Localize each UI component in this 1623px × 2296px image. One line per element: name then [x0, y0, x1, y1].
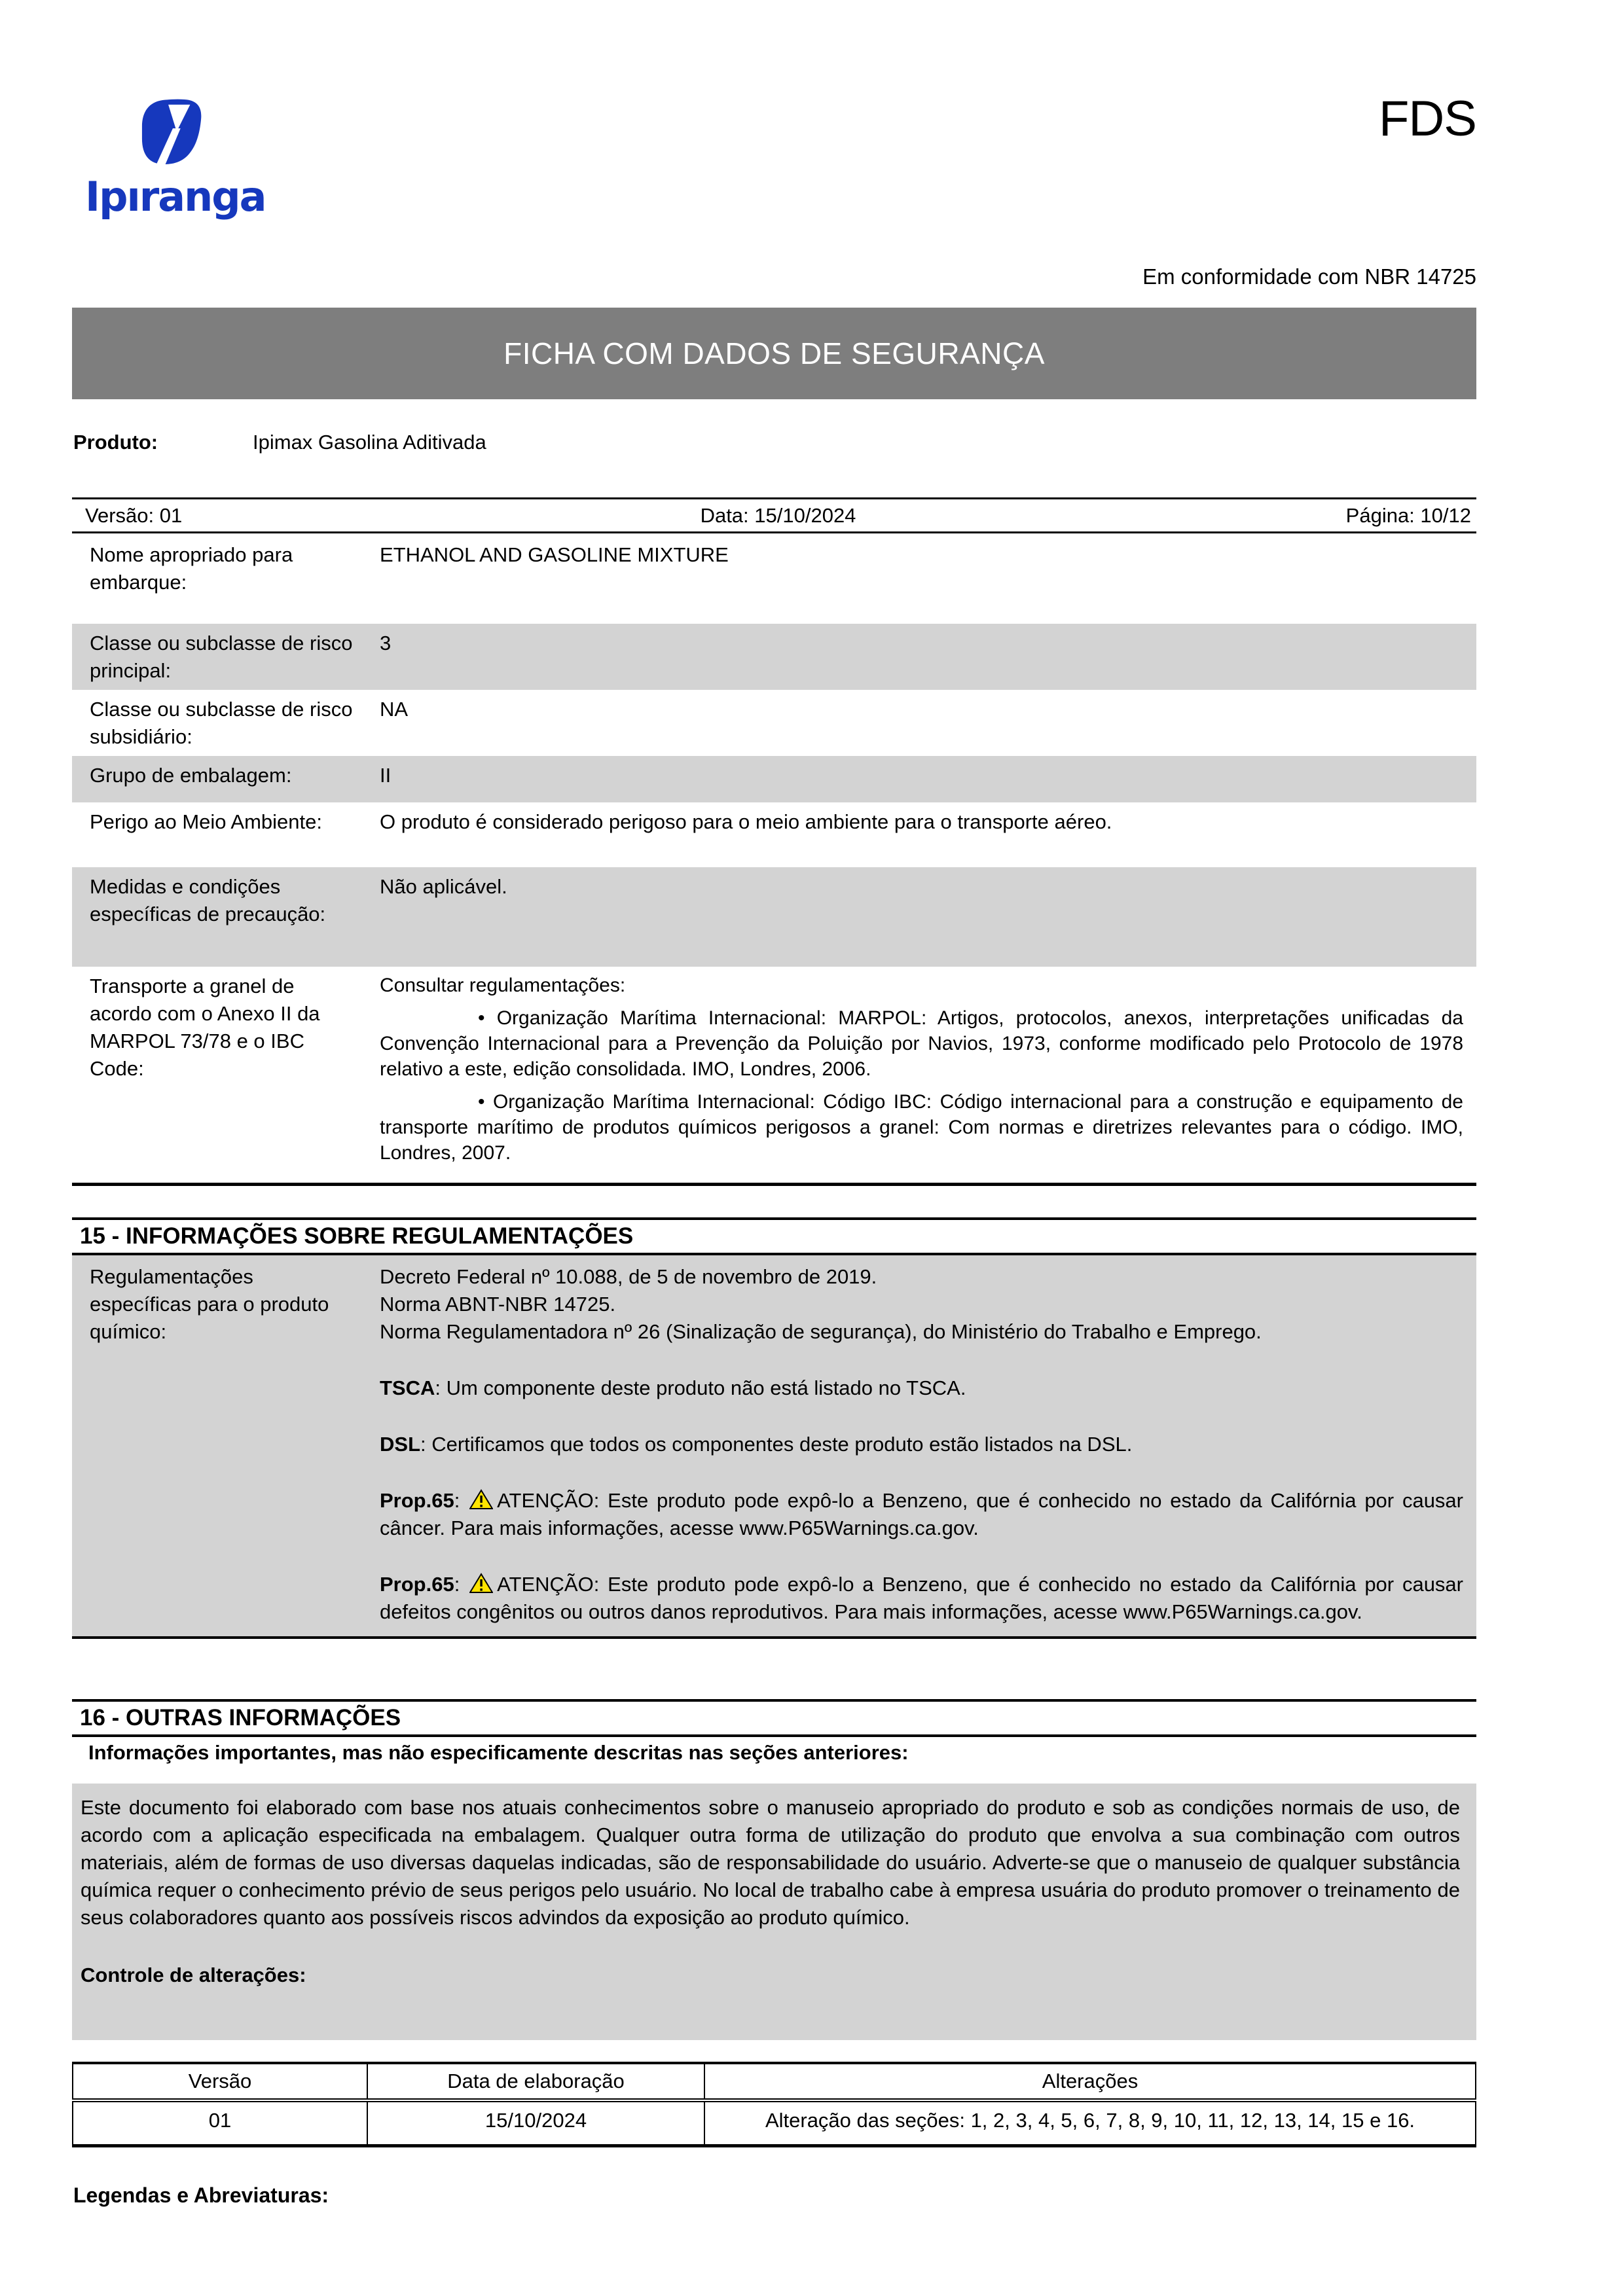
prop65-repro-warning: Prop.65: ATENÇÃO: Este produto pode expô-lo a Benzeno, que é conhecido no estado da Califórnia por causar defeitos congênitos ou outros danos reprodutivos. Para mais informações, acesse www.P65Warnings.ca.gov.: [380, 1573, 1463, 1623]
version-value: Versão: 01: [85, 503, 183, 527]
prop65-prefix: Prop.65: [380, 1489, 454, 1512]
date-value: Data: 15/10/2024: [700, 503, 856, 527]
ipiranga-logo-icon: [139, 98, 204, 166]
bullet-item: • Organização Marítima Internacional: MARPOL: Artigos, protocolos, anexos, interpretações unificadas da Convenção Internacional para a Prevenção da Poluição por Navios, 1973, conforme modificado pelo Protocolo de 1978 relativo a este, edição consolidada. IMO, Londres, 2006.: [380, 1007, 1463, 1080]
row-value: NA: [380, 698, 409, 721]
legend-label: Legendas e Abreviaturas:: [73, 2183, 329, 2207]
row-value: II: [380, 764, 392, 787]
row-label: Classe ou subclasse de risco principal:: [90, 632, 353, 682]
bullet-item: • Organização Marítima Internacional: Código IBC: Código internacional para a construção e equipamento de transporte marítimo de produtos químicos perigosos a granel: Com normas e diretrizes relevantes para o código. IMO, Londres, 2007.: [380, 1091, 1463, 1164]
product-row: [73, 431, 486, 454]
table-row: [72, 690, 1476, 756]
cell-versao: 01: [73, 2100, 367, 2146]
tsca-prefix: TSCA: [380, 1376, 435, 1399]
row-label: Transporte a granel de acordo com o Anexo II da MARPOL 73/78 e o IBC Code:: [90, 975, 320, 1080]
page-number: Página: 10/12: [1345, 503, 1471, 527]
row-value: Não aplicável.: [380, 875, 507, 898]
transport-info-table: [72, 535, 1476, 1186]
product-name: Ipimax Gasolina Aditivada: [253, 431, 486, 454]
column-header-versao: Versão: [73, 2063, 367, 2100]
banner-title: [72, 308, 1476, 399]
ipiranga-wordmark: Ipıranga: [85, 173, 266, 221]
row-label: Classe ou subclasse de risco subsidiário:: [90, 698, 353, 748]
row-value: [367, 1263, 1476, 1626]
table-row: [72, 624, 1476, 690]
row-value: ETHANOL AND GASOLINE MIXTURE: [380, 543, 729, 566]
warning-triangle-icon: [469, 1489, 493, 1510]
regulation-line: Decreto Federal nº 10.088, de 5 de novembro de 2019.: [380, 1265, 877, 1288]
disclaimer-paragraph: Este documento foi elaborado com base nos atuais conhecimentos sobre o manuseio apropriado do produto e sob as condições normais de uso, de acordo com a aplicação especificada na embalagem. Qualquer outra forma de utilização do produto que envolva a sua combinação com outros materiais, além de formas de uso diversas daquelas indicadas, são de responsabilidade do usuário. Adverte-se que o manuseio de qualquer substância química requer o conhecimento prévio de seus perigos pelo usuário. No local de trabalho cabe à empresa usuária do produto promover o treinamento de seus colaboradores quanto aos possíveis riscos advindos da exposição ao produto químico.: [81, 1796, 1460, 1929]
regulation-line: Norma Regulamentadora nº 26 (Sinalização de segurança), do Ministério do Trabalho e Emprego.: [380, 1320, 1262, 1343]
table-row: [72, 756, 1476, 802]
dsl-prefix: DSL: [380, 1433, 420, 1456]
changes-table: [72, 2062, 1476, 2147]
dsl-note: DSL: Certificamos que todos os componentes deste produto estão listados na DSL.: [380, 1433, 1133, 1456]
warning-triangle-icon: [469, 1573, 493, 1594]
row-label: Medidas e condições específicas de precaução:: [90, 875, 326, 925]
cell-alteracoes: Alteração das seções: 1, 2, 3, 4, 5, 6, 7, 8, 9, 10, 11, 12, 13, 14, 15 e 16.: [704, 2100, 1476, 2146]
tsca-note: TSCA: Um componente deste produto não está listado no TSCA.: [380, 1376, 966, 1399]
row-value: [367, 967, 1476, 1183]
conformity-note: Em conformidade com NBR 14725: [1142, 264, 1476, 289]
row-value: O produto é considerado perigoso para o meio ambiente para o transporte aéreo.: [380, 810, 1112, 833]
section-16-intro: Informações importantes, mas não especificamente descritas nas seções anteriores:: [88, 1741, 909, 1764]
column-header-data: Data de elaboração: [367, 2063, 704, 2100]
version-bar: [72, 497, 1476, 533]
table-row: [72, 535, 1476, 624]
row-label: Grupo de embalagem:: [90, 764, 292, 787]
table-header-row: [73, 2063, 1476, 2100]
value-intro: Consultar regulamentações:: [380, 975, 626, 996]
banner-title-text: FICHA COM DADOS DE SEGURANÇA: [503, 336, 1045, 370]
row-label: Perigo ao Meio Ambiente:: [90, 810, 322, 833]
regulation-line: Norma ABNT-NBR 14725.: [380, 1293, 616, 1316]
row-value: 3: [380, 632, 392, 655]
section-16-block: [72, 1784, 1476, 2040]
table-row: [72, 967, 1476, 1183]
table-row: [73, 2100, 1476, 2146]
table-row: [72, 867, 1476, 967]
row-label: Nome apropriado para embarque:: [90, 543, 293, 594]
changes-control-label: Controle de alterações:: [81, 1964, 306, 1986]
section-15-title: 15 - INFORMAÇÕES SOBRE REGULAMENTAÇÕES: [72, 1217, 1476, 1255]
product-label: Produto:: [73, 431, 158, 454]
prop65-prefix: Prop.65: [380, 1573, 454, 1596]
column-header-alteracoes: Alterações: [704, 2063, 1476, 2100]
section-15-block: [72, 1255, 1476, 1639]
table-row: [72, 802, 1476, 867]
cell-data: 15/10/2024: [367, 2100, 704, 2146]
row-label: Regulamentações específicas para o produto químico:: [90, 1265, 329, 1343]
section-16-title: 16 - OUTRAS INFORMAÇÕES: [72, 1699, 1476, 1737]
doc-code: FDS: [1379, 91, 1476, 147]
prop65-cancer-warning: Prop.65: ATENÇÃO: Este produto pode expô-lo a Benzeno, que é conhecido no estado da Califórnia por causar câncer. Para mais informações, acesse www.P65Warnings.ca.gov.: [380, 1489, 1463, 1539]
